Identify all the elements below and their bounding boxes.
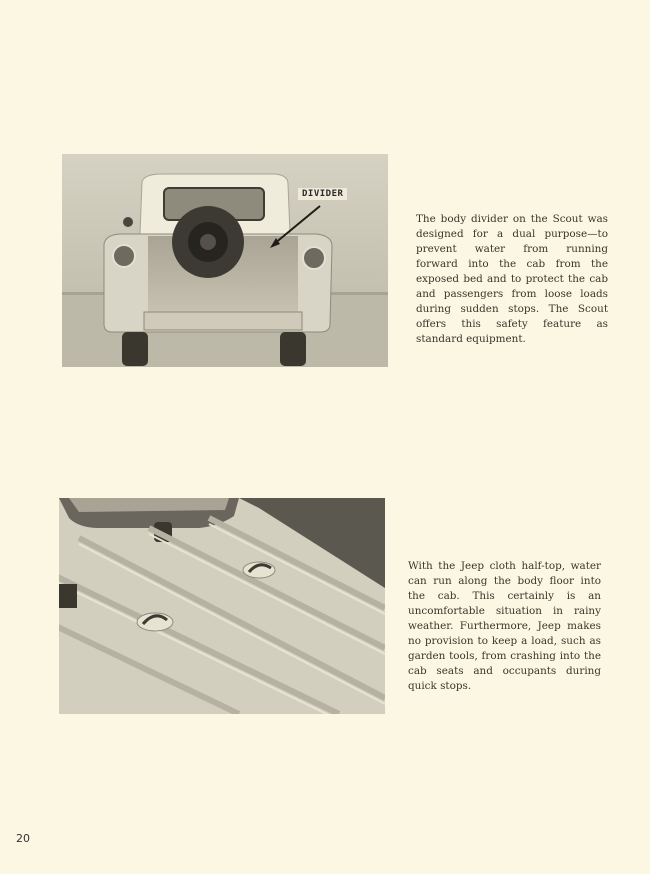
- divider-callout-label: DIVIDER: [298, 188, 347, 200]
- jeep-floor-illustration: [59, 498, 385, 714]
- scout-rear-illustration: [62, 154, 388, 367]
- jeep-floor-photo: [59, 498, 385, 714]
- jeep-floor-caption: With the Jeep cloth half-top, water can run along the body floor into the cab. This certainly is an uncomfortable situation in rainy weather. Furthermore, Jeep makes no provision to keep a load, such as garden tools, from crashing into the cab seats and occupants during quick stops.: [408, 560, 601, 692]
- scout-rear-photo: [62, 154, 388, 367]
- page-number: 20: [16, 832, 30, 845]
- scout-divider-caption: The body divider on the Scout was designed for a dual purpose—to prevent water from running forward into the cab from the exposed bed and to protect the cab and passengers from loose loads during sudden stops. The Scout offers this safety feature as standard equipment.: [416, 213, 608, 345]
